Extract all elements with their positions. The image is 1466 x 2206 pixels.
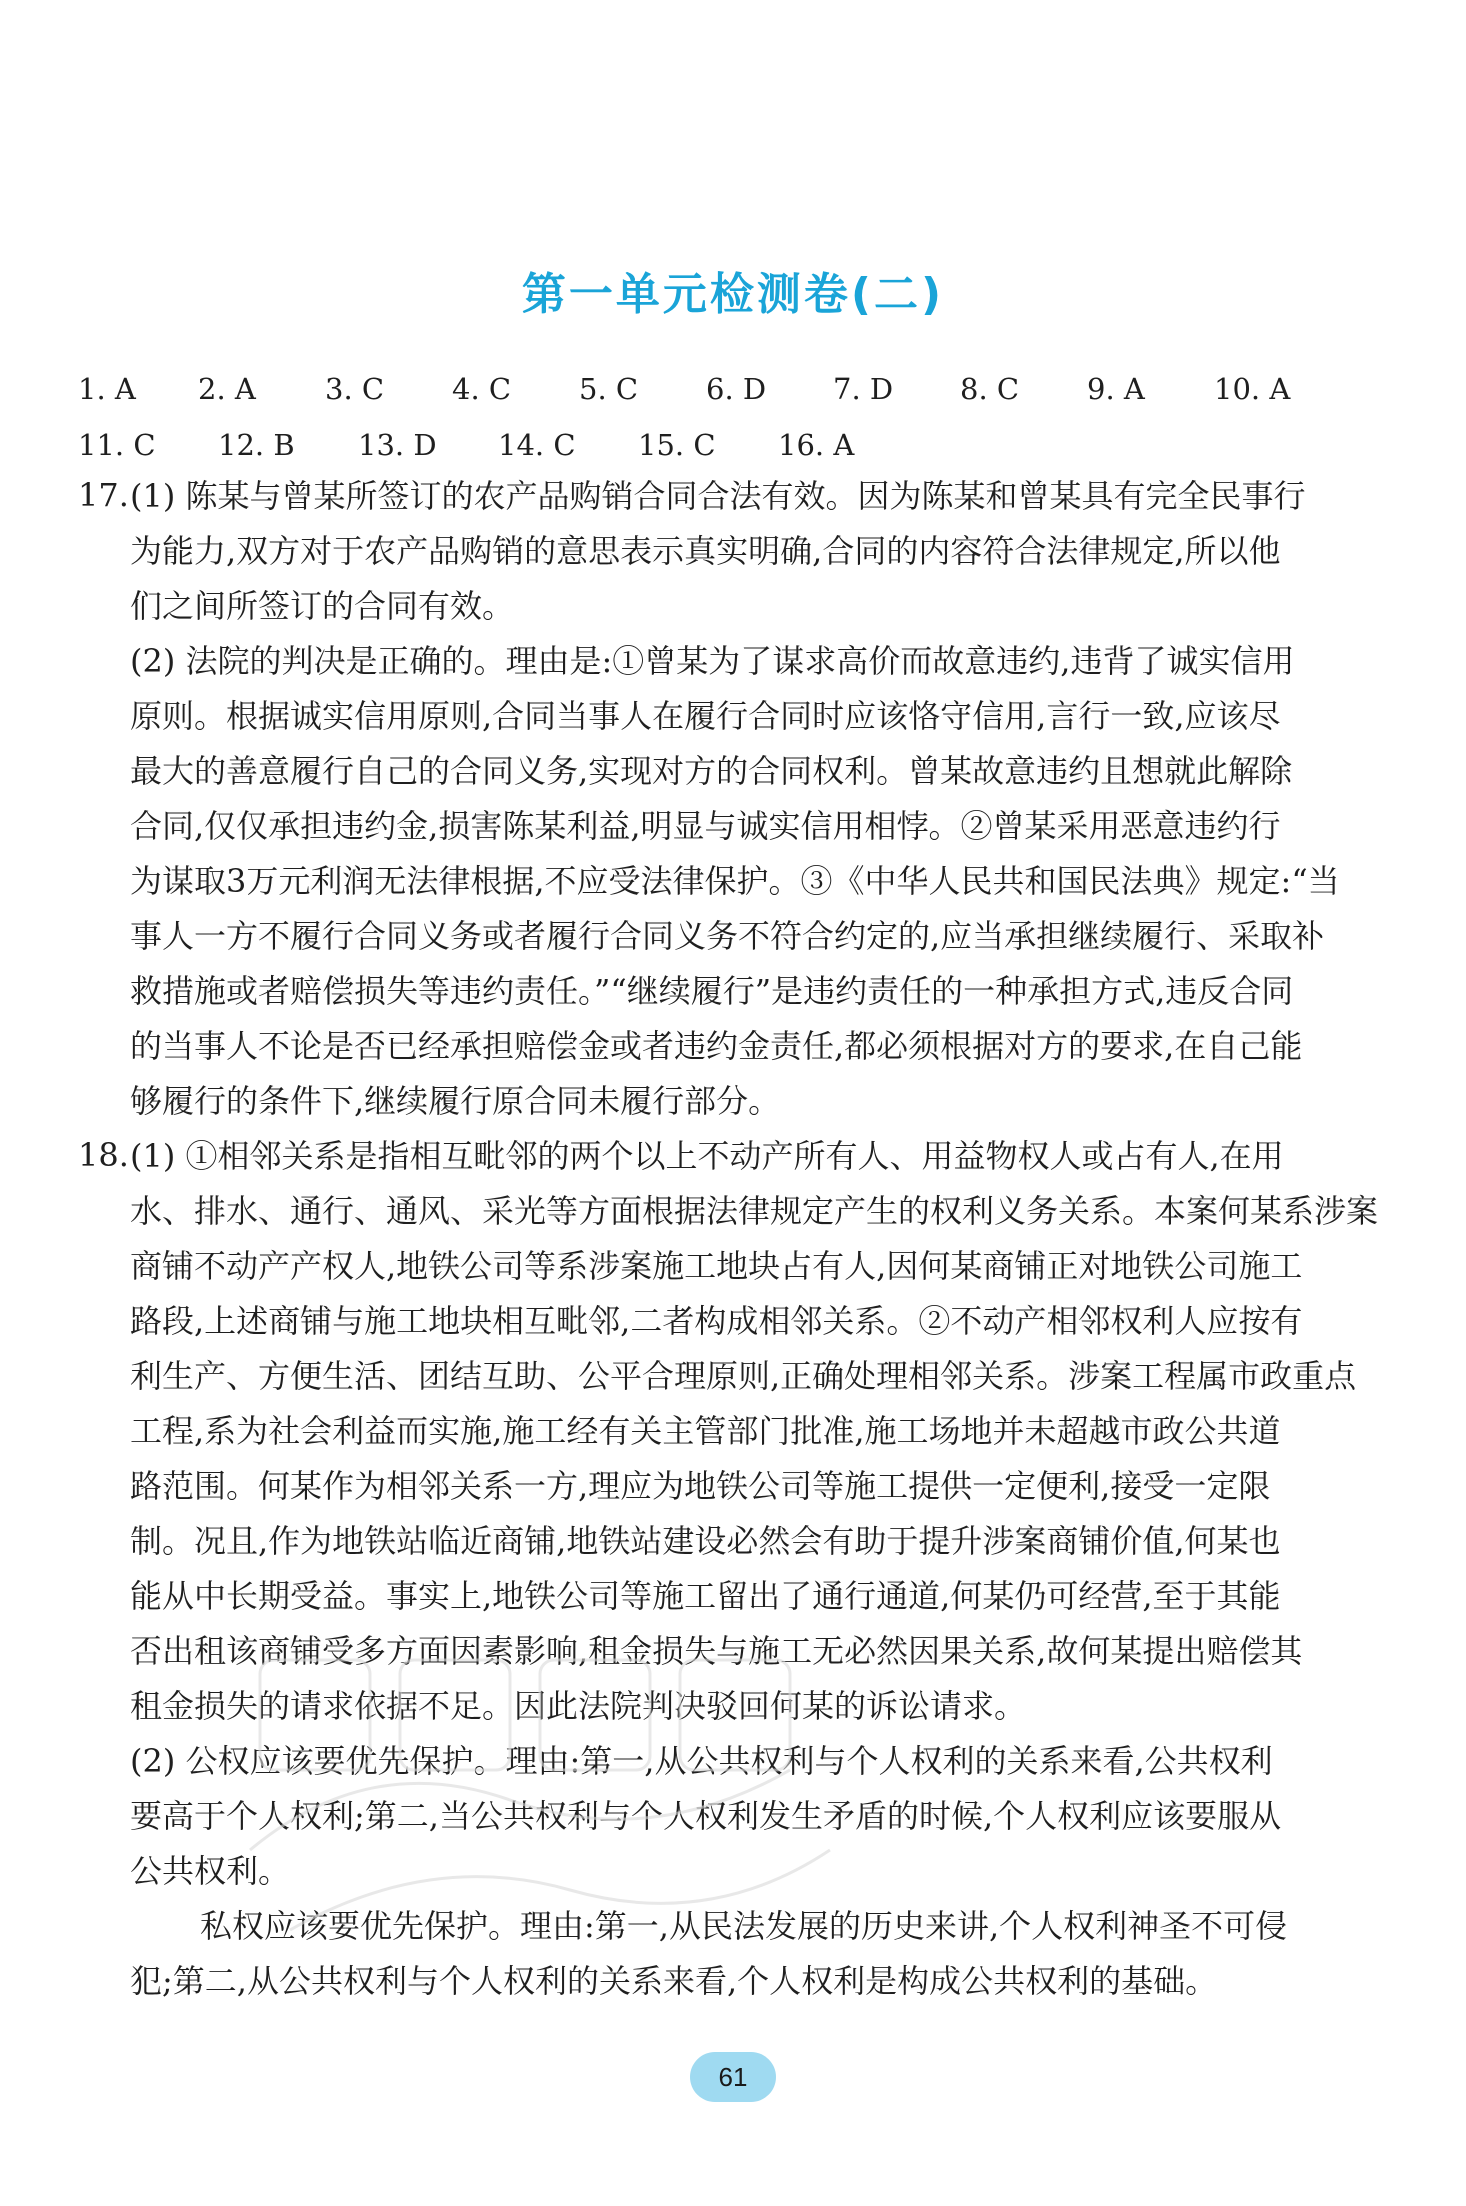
mc-answer: 14. C [498,428,576,462]
q18-line: 要高于个人权利;第二,当公共权利与个人权利发生矛盾的时候,个人权利应该要服从 [130,1797,1282,1835]
q17-line: (1) 陈某与曾某所签订的农产品购销合同合法有效。因为陈某和曾某具有完全民事行 [130,477,1306,515]
question-17-number: 17. [78,476,129,514]
q17-line: 合同,仅仅承担违约金,损害陈某利益,明显与诚实信用相悖。②曾某采用恶意违约行 [130,807,1281,845]
page-number-badge: 61 [690,2052,776,2102]
q18-line: 制。况且,作为地铁站临近商铺,地铁站建设必然会有助于提升涉案商铺价值,何某也 [130,1522,1281,1560]
q17-line: 够履行的条件下,继续履行原合同未履行部分。 [130,1082,781,1120]
mc-answer: 3. C [325,372,385,406]
mc-answer: 4. C [452,372,512,406]
q18-line: 否出租该商铺受多方面因素影响,租金损失与施工无必然因果关系,故何某提出赔偿其 [130,1632,1303,1670]
mc-answer: 6. D [706,372,767,406]
q18-line: 水、排水、通行、通风、采光等方面根据法律规定产生的权利义务关系。本案何某系涉案 [130,1192,1379,1230]
q18-line: 公共权利。 [130,1852,291,1890]
q18-line: 犯;第二,从公共权利与个人权利的关系来看,个人权利是构成公共权利的基础。 [130,1962,1218,2000]
q17-line: 的当事人不论是否已经承担赔偿金或者违约金责任,都必须根据对方的要求,在自己能 [130,1027,1303,1065]
q17-line: 最大的善意履行自己的合同义务,实现对方的合同权利。曾某故意违约且想就此解除 [130,752,1293,790]
q18-line: 路范围。何某作为相邻关系一方,理应为地铁公司等施工提供一定便利,接受一定限 [130,1467,1271,1505]
mc-answer: 13. D [358,428,437,462]
q17-line: (2) 法院的判决是正确的。理由是:①曾某为了谋求高价而故意违约,违背了诚实信用 [130,642,1295,680]
q17-line: 为谋取3万元利润无法律根据,不应受法律保护。③《中华人民共和国民法典》规定:“当 [130,862,1340,900]
mc-answer: 2. A [198,372,256,406]
mc-answer: 7. D [833,372,894,406]
q17-line: 救措施或者赔偿损失等违约责任。”“继续履行”是违约责任的一种承担方式,违反合同 [130,972,1294,1010]
mc-answer: 12. B [218,428,295,462]
mc-answer: 8. C [960,372,1020,406]
q18-line: (2) 公权应该要优先保护。理由:第一,从公共权利与个人权利的关系来看,公共权利 [130,1742,1273,1780]
q18-line: 租金损失的请求依据不足。因此法院判决驳回何某的诉讼请求。 [130,1687,1027,1725]
mc-answer: 16. A [778,428,855,462]
mc-answer: 1. A [78,372,136,406]
mc-answer: 15. C [638,428,716,462]
q18-line: 路段,上述商铺与施工地块相互毗邻,二者构成相邻关系。②不动产相邻权利人应按有 [130,1302,1303,1340]
q18-line: 能从中长期受益。事实上,地铁公司等施工留出了通行通道,何某仍可经营,至于其能 [130,1577,1281,1615]
mc-answer: 5. C [579,372,639,406]
mc-answer: 11. C [78,428,156,462]
q18-line: 私权应该要优先保护。理由:第一,从民法发展的历史来讲,个人权利神圣不可侵 [200,1907,1288,1945]
q18-line: (1) ①相邻关系是指相互毗邻的两个以上不动产所有人、用益物权人或占有人,在用 [130,1137,1284,1175]
q17-line: 事人一方不履行合同义务或者履行合同义务不符合约定的,应当承担继续履行、采取补 [130,917,1325,955]
question-18-number: 18. [78,1136,129,1174]
q17-line: 们之间所签订的合同有效。 [130,587,515,625]
q17-line: 原则。根据诚实信用原则,合同当事人在履行合同时应该恪守信用,言行一致,应该尽 [130,697,1281,735]
q17-line: 为能力,双方对于农产品购销的意思表示真实明确,合同的内容符合法律规定,所以他 [130,532,1281,570]
q18-line: 工程,系为社会利益而实施,施工经有关主管部门批准,施工场地并未超越市政公共道 [130,1412,1281,1450]
mc-answer: 9. A [1087,372,1145,406]
q18-line: 商铺不动产产权人,地铁公司等系涉案施工地块占有人,因何某商铺正对地铁公司施工 [130,1247,1303,1285]
page-title: 第一单元检测卷(二) [521,269,945,320]
q18-line: 利生产、方便生活、团结互助、公平合理原则,正确处理相邻关系。涉案工程属市政重点 [130,1357,1357,1395]
mc-answer: 10. A [1214,372,1291,406]
